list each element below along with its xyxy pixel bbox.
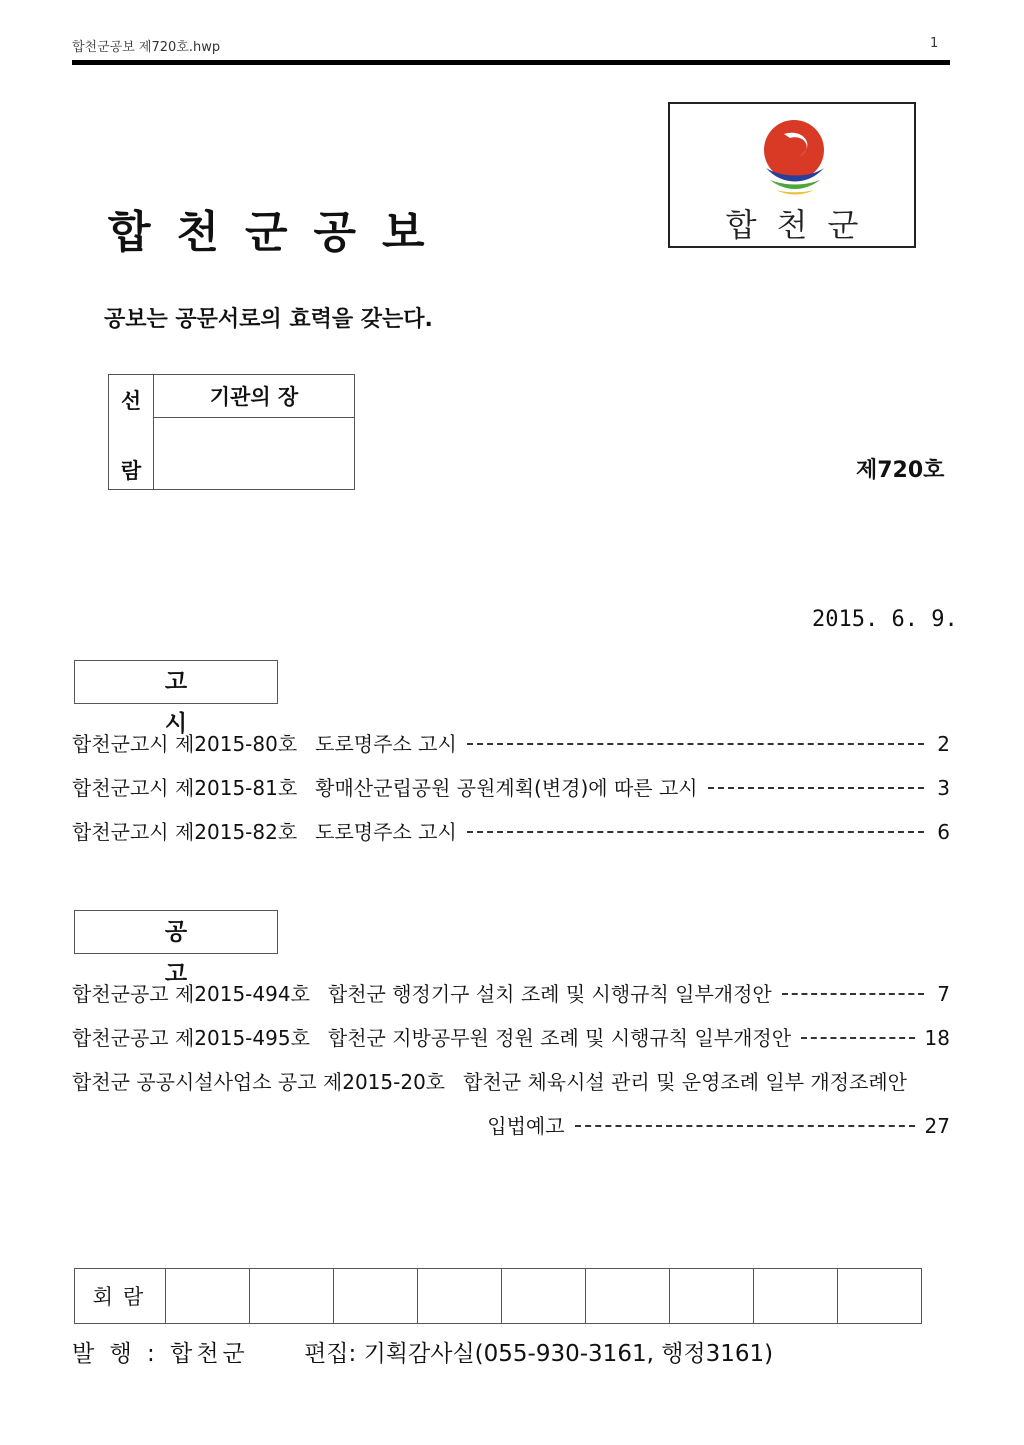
notice-page: 2 xyxy=(937,732,950,756)
announcement-page: 27 xyxy=(924,1114,950,1138)
footer xyxy=(72,1335,773,1368)
circulation-cell xyxy=(166,1269,250,1324)
announcement-id: 합천군공고 제2015-494호 xyxy=(72,982,310,1006)
notice-entry xyxy=(72,816,950,845)
logo-text: 합천군 xyxy=(725,206,879,244)
announcement-page: 18 xyxy=(924,1026,950,1050)
notice-page: 3 xyxy=(937,776,950,800)
approval-box xyxy=(108,374,355,490)
announcement-entry xyxy=(72,978,950,1007)
header-filename: 합천군공보 제720호.hwp xyxy=(72,40,221,55)
approval-head: 기관의 장 xyxy=(154,375,355,418)
notice-id: 합천군고시 제2015-80호 xyxy=(72,732,298,756)
notice-subject: 황매산군립공원 공원계획(변경)에 따른 고시 xyxy=(315,776,698,800)
circulation-table xyxy=(74,1268,922,1324)
announcement-subject: 합천군 체육시설 관리 및 운영조례 일부 개정조례안 xyxy=(463,1070,907,1094)
circulation-cell xyxy=(418,1269,502,1324)
footer-publisher: 발 행 : 합천군 xyxy=(72,1341,249,1367)
leader-dots xyxy=(467,831,924,833)
approval-side-bottom: 람 xyxy=(120,459,142,483)
issue-date: 2015. 6. 9. xyxy=(812,607,958,632)
circulation-label: 회람 xyxy=(75,1269,166,1324)
approval-signature-cell xyxy=(154,418,355,490)
notice-subject: 도로명주소 고시 xyxy=(315,820,457,844)
leader-dots xyxy=(801,1037,914,1039)
section-announcements-title: 공 고 xyxy=(74,910,278,954)
announcement-continuation: 입법예고 xyxy=(487,1114,565,1138)
county-emblem-icon xyxy=(752,112,836,202)
notice-entry xyxy=(72,772,950,801)
approval-side-top: 선 xyxy=(120,389,142,413)
announcement-entry-continuation xyxy=(72,1110,950,1139)
notice-entry xyxy=(72,728,950,757)
circulation-cell xyxy=(250,1269,334,1324)
announcement-subject: 합천군 행정기구 설치 조례 및 시행규칙 일부개정안 xyxy=(327,982,772,1006)
announcement-page: 7 xyxy=(937,982,950,1006)
circulation-cell xyxy=(754,1269,838,1324)
circulation-cell xyxy=(586,1269,670,1324)
leader-dots xyxy=(467,743,924,745)
notice-subject: 도로명주소 고시 xyxy=(315,732,457,756)
circulation-cell xyxy=(334,1269,418,1324)
section-notices-title: 고 시 xyxy=(74,660,278,704)
notice-id: 합천군고시 제2015-81호 xyxy=(72,776,298,800)
circulation-cell xyxy=(502,1269,586,1324)
notice-id: 합천군고시 제2015-82호 xyxy=(72,820,298,844)
leader-dots xyxy=(782,993,924,995)
page-title: 합천군공보 xyxy=(108,207,451,258)
circulation-cell xyxy=(670,1269,754,1324)
approval-side xyxy=(109,375,154,490)
announcement-id: 합천군공고 제2015-495호 xyxy=(72,1026,310,1050)
notice-page: 6 xyxy=(937,820,950,844)
footer-editor: 편집: 기획감사실(055-930-3161, 행정3161) xyxy=(304,1341,774,1367)
header-page-number: 1 xyxy=(930,36,939,51)
announcement-id: 합천군 공공시설사업소 공고 제2015-20호 xyxy=(72,1070,446,1094)
announcement-entry xyxy=(72,1022,950,1051)
circulation-cell xyxy=(838,1269,922,1324)
subtitle: 공보는 공문서로의 효력을 갖는다. xyxy=(104,307,433,332)
county-logo xyxy=(668,102,916,248)
announcement-subject: 합천군 지방공무원 정원 조례 및 시행규칙 일부개정안 xyxy=(327,1026,792,1050)
announcement-entry xyxy=(72,1066,950,1095)
leader-dots xyxy=(575,1125,915,1127)
leader-dots xyxy=(708,787,924,789)
header-rule xyxy=(72,60,950,65)
issue-number: 제720호 xyxy=(856,458,945,483)
